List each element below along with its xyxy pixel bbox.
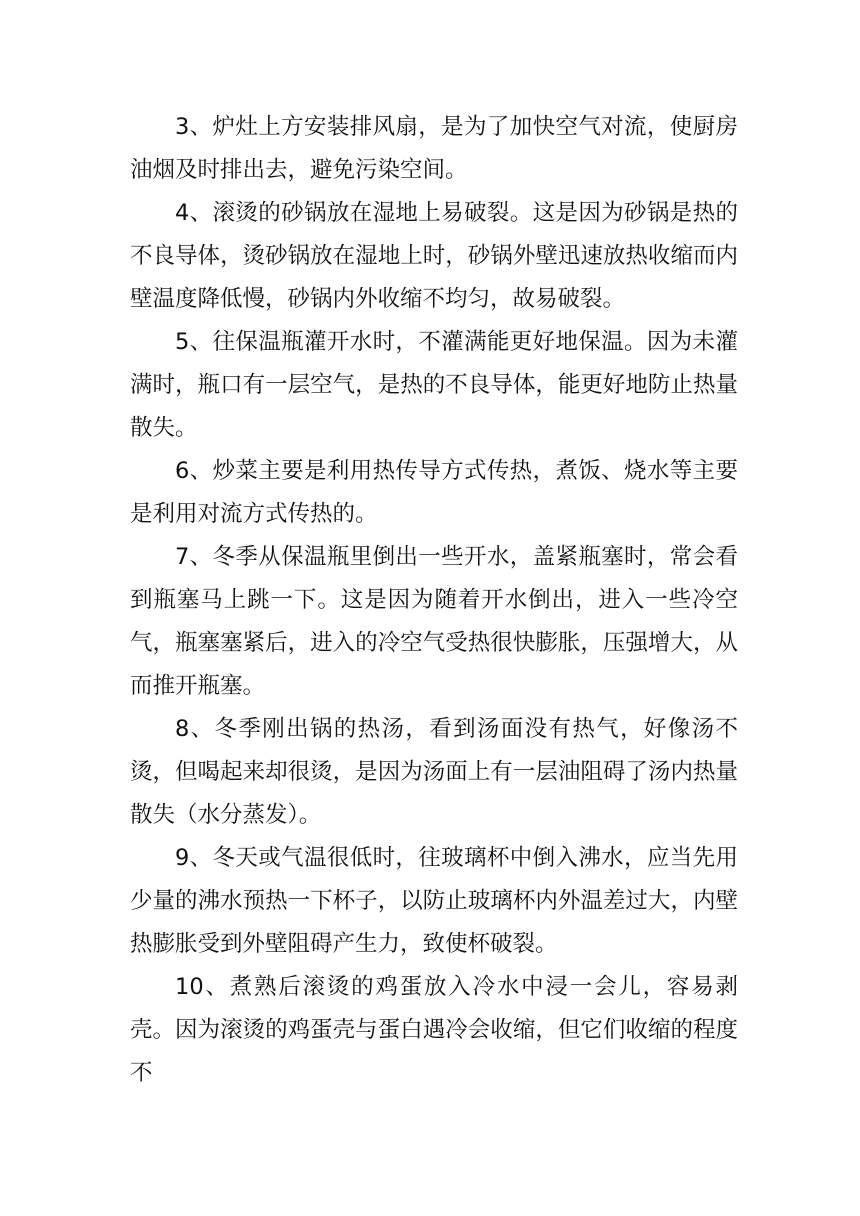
paragraph-item-3: 3、炉灶上方安装排风扇，是为了加快空气对流，使厨房油烟及时排出去，避免污染空间。 (130, 114, 738, 183)
document-body (130, 106, 738, 1095)
paragraph-item-4: 4、滚烫的砂锅放在湿地上易破裂。这是因为砂锅是热的不良导体，烫砂锅放在湿地上时，砂锅外壁迅速放热收缩而内壁温度降低慢，砂锅内外收缩不均匀，故易破裂。 (130, 200, 738, 312)
paragraph-item-9: 9、冬天或气温很低时，往玻璃杯中倒入沸水，应当先用少量的沸水预热一下杯子，以防止玻璃杯内外温差过大，内壁热膨胀受到外壁阻碍产生力，致使杯破裂。 (130, 845, 738, 957)
paragraph-item-5: 5、往保温瓶灌开水时，不灌满能更好地保温。因为未灌满时，瓶口有一层空气，是热的不良导体，能更好地防止热量散失。 (130, 329, 738, 441)
paragraph-item-6: 6、炒菜主要是利用热传导方式传热，煮饭、烧水等主要是利用对流方式传热的。 (130, 458, 738, 527)
paragraph-item-8: 8、冬季刚出锅的热汤，看到汤面没有热气，好像汤不烫，但喝起来却很烫，是因为汤面上有一层油阻碍了汤内热量散失（水分蒸发）。 (130, 716, 738, 828)
paragraph-item-10: 10、煮熟后滚烫的鸡蛋放入冷水中浸一会儿，容易剥壳。因为滚烫的鸡蛋壳与蛋白遇冷会收缩，但它们收缩的程度不 (130, 974, 738, 1086)
paragraph-item-7: 7、冬季从保温瓶里倒出一些开水，盖紧瓶塞时，常会看到瓶塞马上跳一下。这是因为随着开水倒出，进入一些冷空气，瓶塞塞紧后，进入的冷空气受热很快膨胀，压强增大，从而推开瓶塞。 (130, 544, 738, 699)
